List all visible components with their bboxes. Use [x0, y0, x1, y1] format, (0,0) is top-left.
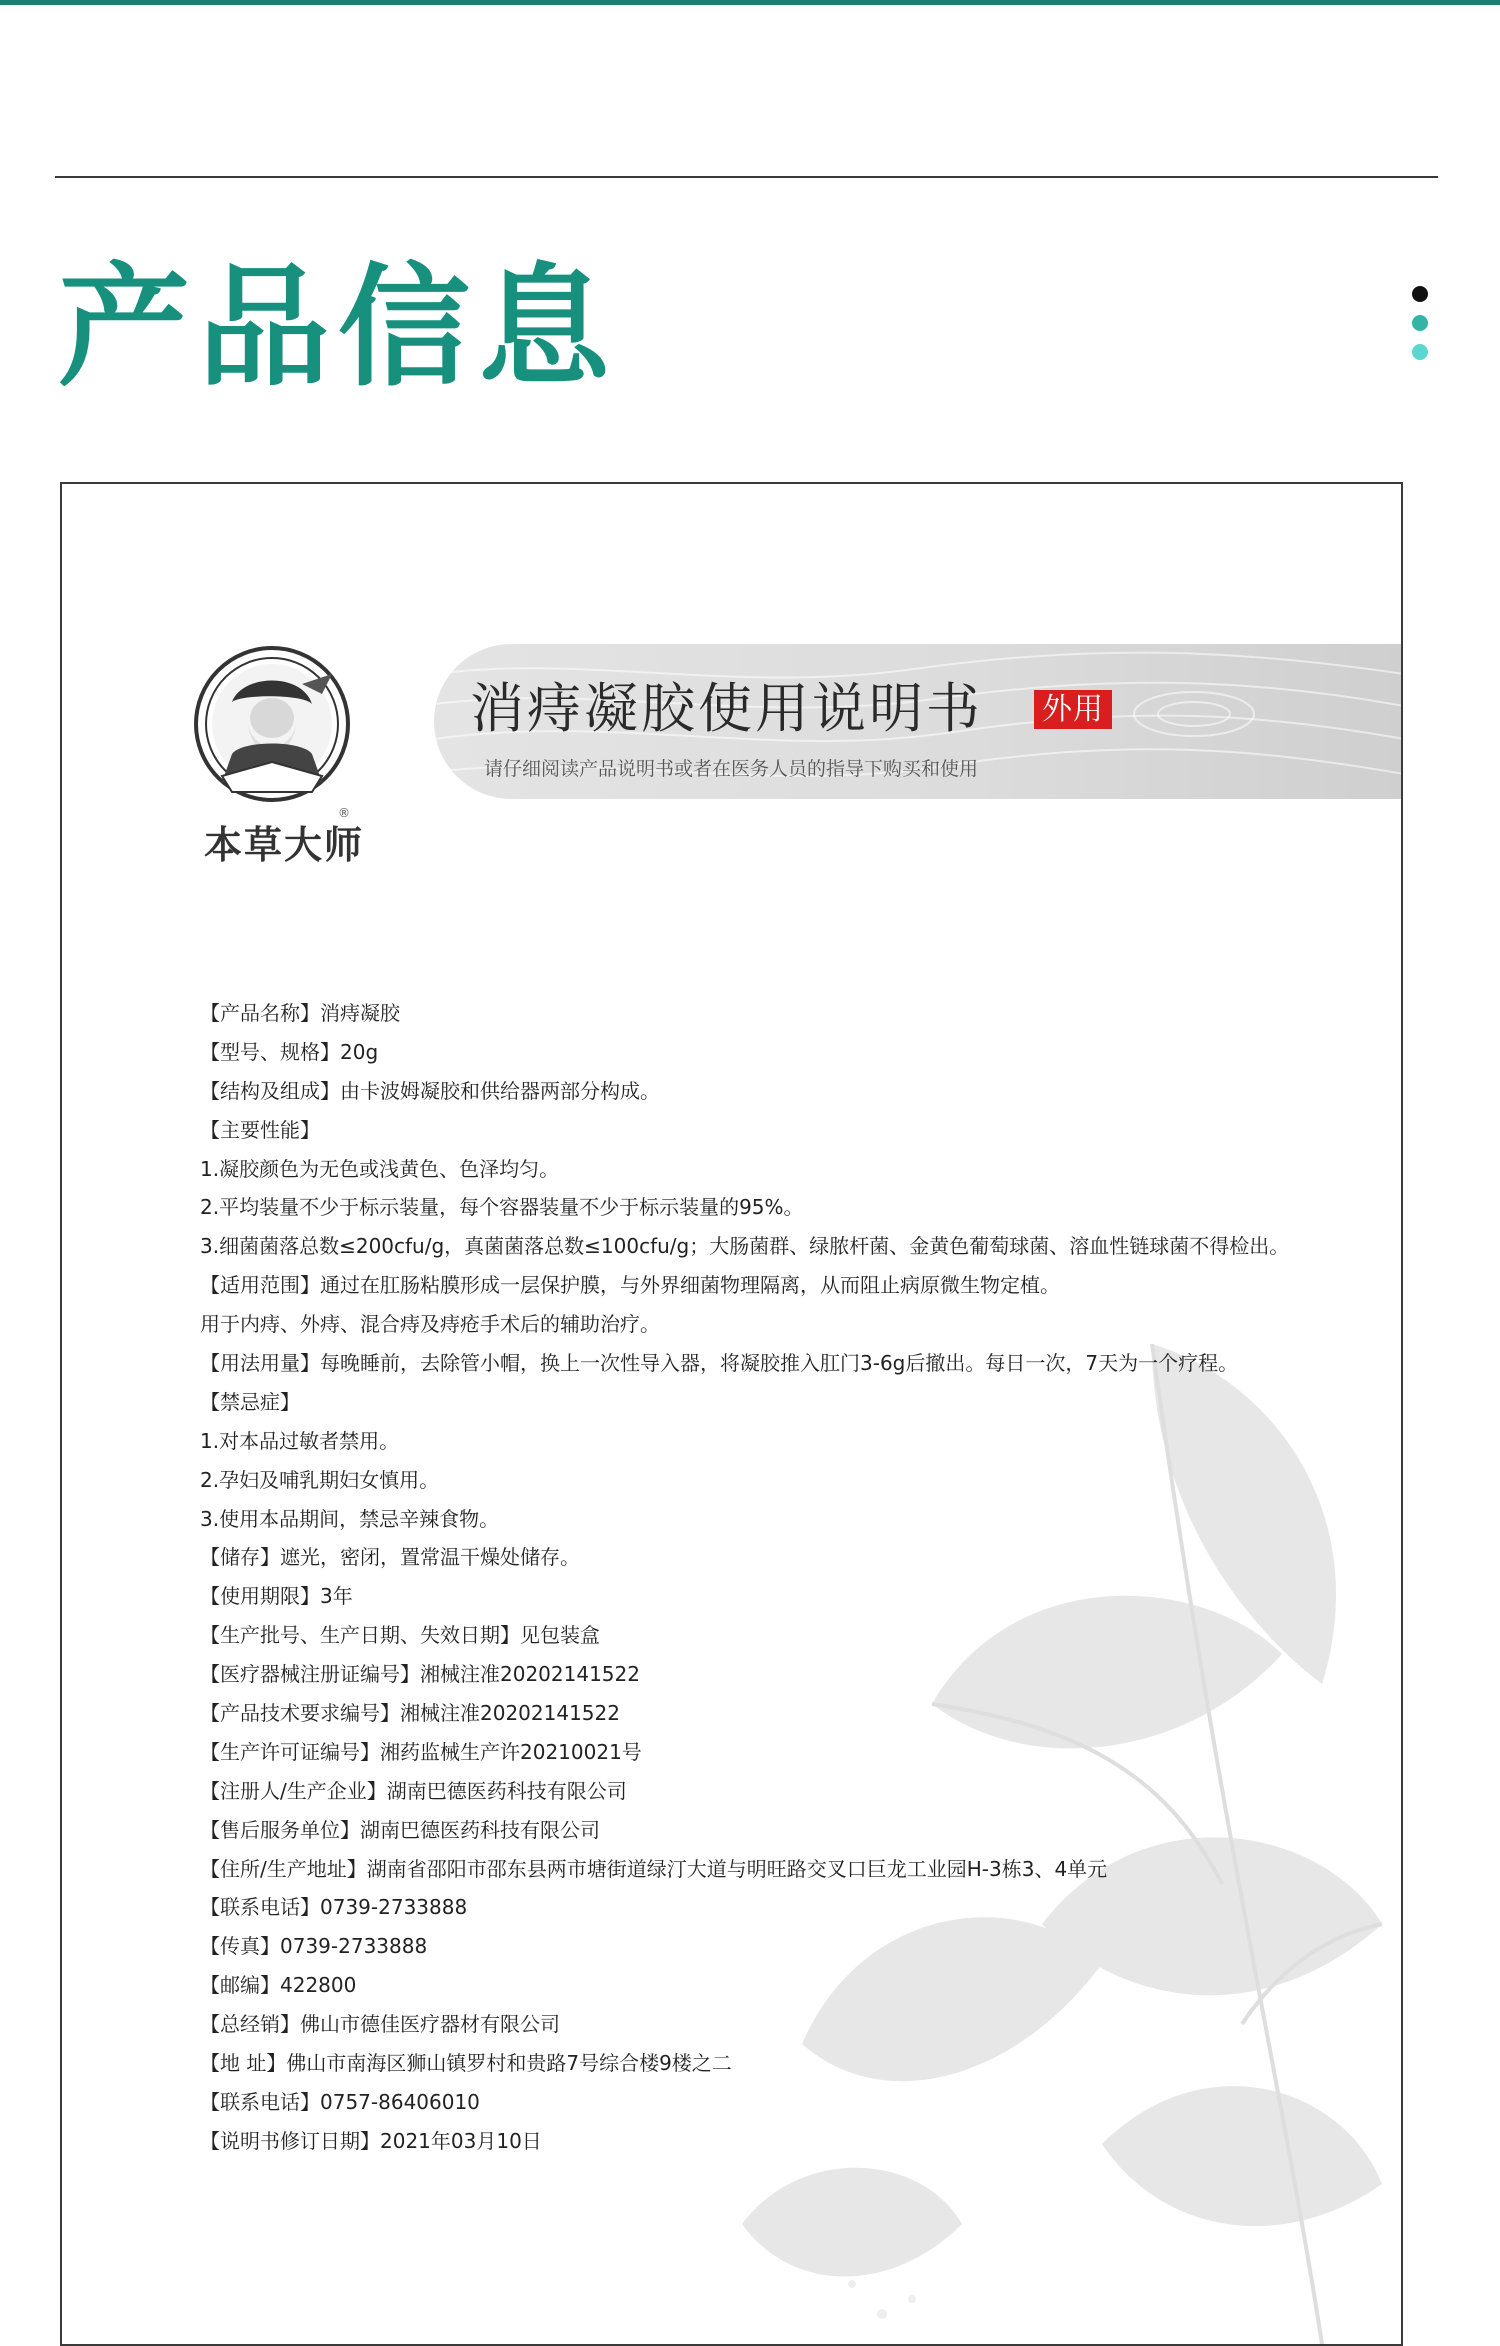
info-line: 【产品技术要求编号】湘械注准20202141522 — [200, 1701, 620, 1726]
instruction-sheet — [60, 482, 1403, 2346]
info-line: 【地 址】佛山市南海区狮山镇罗村和贵路7号综合楼9楼之二 — [200, 2051, 732, 2076]
info-line: 【传真】0739-2733888 — [200, 1934, 428, 1959]
info-line: 2.孕妇及哺乳期妇女慎用。 — [200, 1467, 440, 1492]
info-line: 【医疗器械注册证编号】湘械注准20202141522 — [200, 1662, 640, 1687]
leaflet-subtitle: 请仔细阅读产品说明书或者在医务人员的指导下购买和使用 — [484, 758, 979, 780]
info-line: 【用法用量】每晚睡前，去除管小帽，换上一次性导入器，将凝胶推入肛门3-6g后撤出。每日一次，7天为一个疗程。 — [200, 1351, 1239, 1376]
info-line: 3.细菌菌落总数≤200cfu/g，真菌菌落总数≤100cfu/g；大肠菌群、绿脓杆菌、金黄色葡萄球菌、溶血性链球菌不得检出。 — [200, 1234, 1290, 1259]
info-line: 1.凝胶颜色为无色或浅黄色、色泽均匀。 — [200, 1156, 560, 1181]
brand-name: 本草大师 — [204, 822, 365, 867]
decorative-dots — [1412, 286, 1430, 373]
registered-mark-icon: ® — [338, 806, 350, 820]
info-line: 【联系电话】0739-2733888 — [200, 1895, 468, 1920]
info-line: 【注册人/生产企业】湖南巴德医药科技有限公司 — [200, 1778, 627, 1803]
product-info-list — [200, 994, 1360, 2161]
section-title: 产品信息 — [58, 250, 618, 405]
info-line: 【结构及组成】由卡波姆凝胶和供给器两部分构成。 — [200, 1078, 660, 1103]
dot-black — [1412, 286, 1428, 302]
info-line: 用于内痔、外痔、混合痔及痔疮手术后的辅助治疗。 — [200, 1312, 660, 1337]
header-divider — [55, 176, 1438, 178]
info-line: 【使用期限】3年 — [200, 1584, 353, 1609]
info-line: 1.对本品过敏者禁用。 — [200, 1428, 400, 1453]
info-line: 【禁忌症】 — [200, 1389, 300, 1414]
info-line: 【型号、规格】20g — [200, 1039, 379, 1064]
info-line: 【总经销】佛山市德佳医疗器材有限公司 — [200, 2012, 560, 2037]
info-line: 【住所/生产地址】湖南省邵阳市邵东县两市塘街道绿汀大道与明旺路交叉口巨龙工业园H-3栋3、4单元 — [200, 1856, 1108, 1881]
info-line: 【储存】遮光，密闭，置常温干燥处储存。 — [200, 1545, 580, 1570]
info-line: 3.使用本品期间，禁忌辛辣食物。 — [200, 1506, 500, 1531]
info-line: 2.平均装量不少于标示装量，每个容器装量不少于标示装量的95%。 — [200, 1195, 804, 1220]
info-line: 【邮编】422800 — [200, 1973, 357, 1998]
info-line: 【说明书修订日期】2021年03月10日 — [200, 2128, 542, 2153]
info-line: 【产品名称】消痔凝胶 — [200, 1001, 400, 1025]
info-line: 【主要性能】 — [200, 1117, 320, 1142]
brand-logo — [192, 644, 352, 804]
dot-light-teal — [1412, 344, 1428, 360]
info-line: 【适用范围】通过在肛肠粘膜形成一层保护膜，与外界细菌物理隔离，从而阻止病原微生物定植。 — [200, 1273, 1060, 1298]
external-use-tag: 外用 — [1034, 690, 1112, 729]
info-line: 【售后服务单位】湖南巴德医药科技有限公司 — [200, 1817, 600, 1842]
leaflet-title: 消痔凝胶使用说明书 — [470, 677, 983, 740]
dot-teal — [1412, 315, 1428, 331]
top-accent-bar — [0, 0, 1500, 5]
info-line: 【联系电话】0757-86406010 — [200, 2089, 480, 2114]
info-line: 【生产批号、生产日期、失效日期】见包装盒 — [200, 1623, 600, 1648]
info-line: 【生产许可证编号】湘药监械生产许20210021号 — [200, 1739, 642, 1764]
